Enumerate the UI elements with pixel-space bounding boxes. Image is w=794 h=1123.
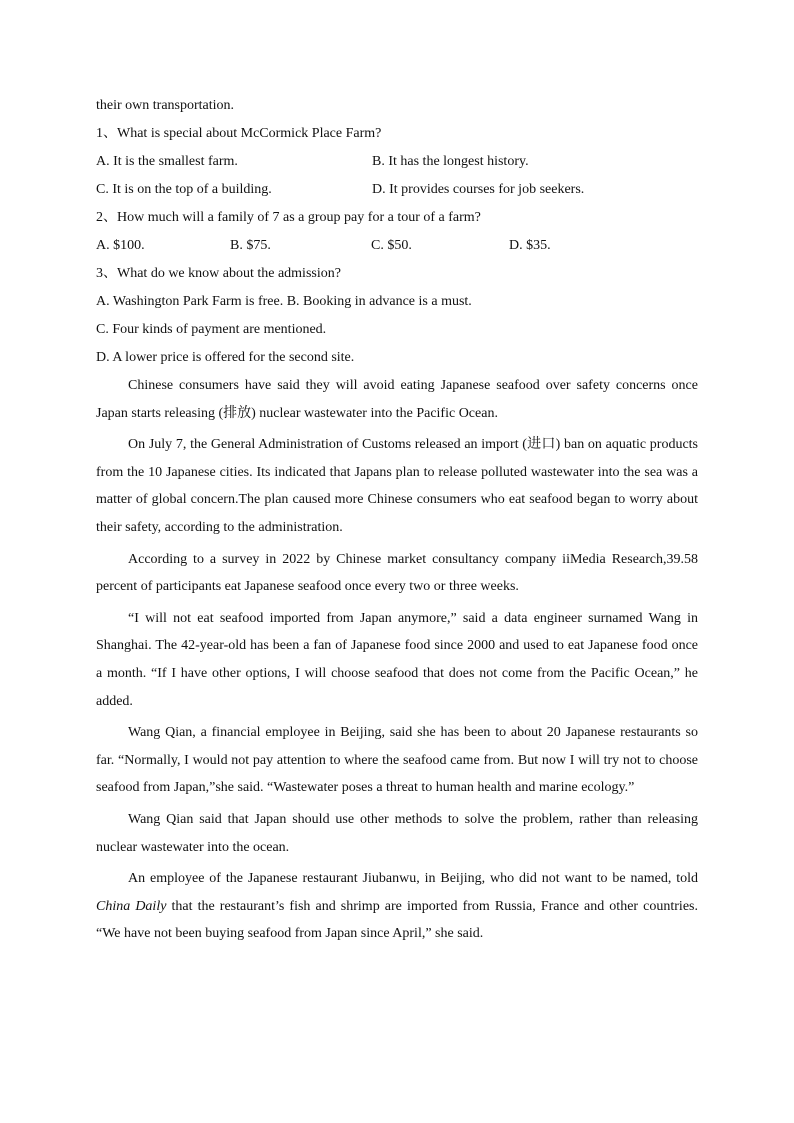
question-1-options-row-1	[96, 148, 698, 176]
article-paragraph-4: “I will not eat seafood imported from Japan anymore,” said a data engineer surnamed Wang in Shanghai. The 42-year-old has been a fan of Japanese food since 2000 and used to eat Japanese food once a month. “If I have other options, I will choose seafood that does not come from the Pacific Ocean,” he added.	[96, 610, 698, 709]
question-3-stem: 3、What do we know about the admission?	[96, 266, 341, 281]
article-paragraph-7-part-2: that the restaurant’s fish and shrimp are imported from Russia, France and other countries. “We have not been buying seafood from Japan since April,” she said.	[96, 898, 698, 942]
question-2-option-b: B. $75.	[230, 238, 271, 253]
question-2-options	[96, 232, 698, 260]
article-paragraph-7	[96, 865, 698, 948]
question-1-option-a: A. It is the smallest farm.	[96, 154, 238, 169]
article-paragraph-3: According to a survey in 2022 by Chinese market consultancy company iiMedia Research,39.58 percent of participants eat Japanese seafood once every two or three weeks.	[96, 551, 698, 595]
question-1-stem: 1、What is special about McCormick Place Farm?	[96, 126, 382, 141]
article-paragraph-2: On July 7, the General Administration of Customs released an import (进口) ban on aquatic products from the 10 Japanese cities. Its indicated that Japans plan to release polluted wastewater into the sea was a matter of global concern.The plan caused more Chinese consumers who eat seafood began to worry about their safety, according to the administration.	[96, 437, 698, 535]
document-page	[96, 92, 698, 948]
question-1-option-d: D. It provides courses for job seekers.	[372, 182, 585, 197]
question-1-option-b: B. It has the longest history.	[372, 154, 529, 169]
article-paragraph-6: Wang Qian said that Japan should use other methods to solve the problem, rather than releasing nuclear wastewater into the ocean.	[96, 811, 698, 855]
question-3-option-c: C. Four kinds of payment are mentioned.	[96, 322, 327, 337]
question-2-option-a: A. $100.	[96, 238, 145, 253]
question-1-options-row-2	[96, 176, 698, 204]
question-3-option-b: B. Booking in advance is a must.	[286, 294, 472, 309]
question-2-option-c: C. $50.	[371, 238, 412, 253]
article-paragraph-7-part-1: An employee of the Japanese restaurant Jiubanwu, in Beijing, who did not want to be named, told	[128, 871, 698, 887]
newspaper-name: China Daily	[96, 898, 167, 914]
question-2-option-d: D. $35.	[509, 238, 551, 253]
article-paragraph-1: Chinese consumers have said they will avoid eating Japanese seafood over safety concerns once Japan starts releasing (排放) nuclear wastewater into the Pacific Ocean.	[96, 378, 698, 421]
question-3-option-a: A. Washington Park Farm is free.	[96, 294, 284, 309]
question-2-stem: 2、How much will a family of 7 as a group pay for a tour of a farm?	[96, 210, 481, 225]
continued-text: their own transportation.	[96, 98, 235, 113]
question-3-options-row-1	[96, 288, 698, 316]
question-1-option-c: C. It is on the top of a building.	[96, 182, 272, 197]
article-paragraph-5: Wang Qian, a financial employee in Beijing, said she has been to about 20 Japanese restaurants so far. “Normally, I would not pay attention to where the seafood came from. But now I will try not to choose seafood from Japan,”she said. “Wastewater poses a threat to human health and marine ecology.”	[96, 725, 698, 796]
question-3-option-d: D. A lower price is offered for the second site.	[96, 350, 355, 365]
